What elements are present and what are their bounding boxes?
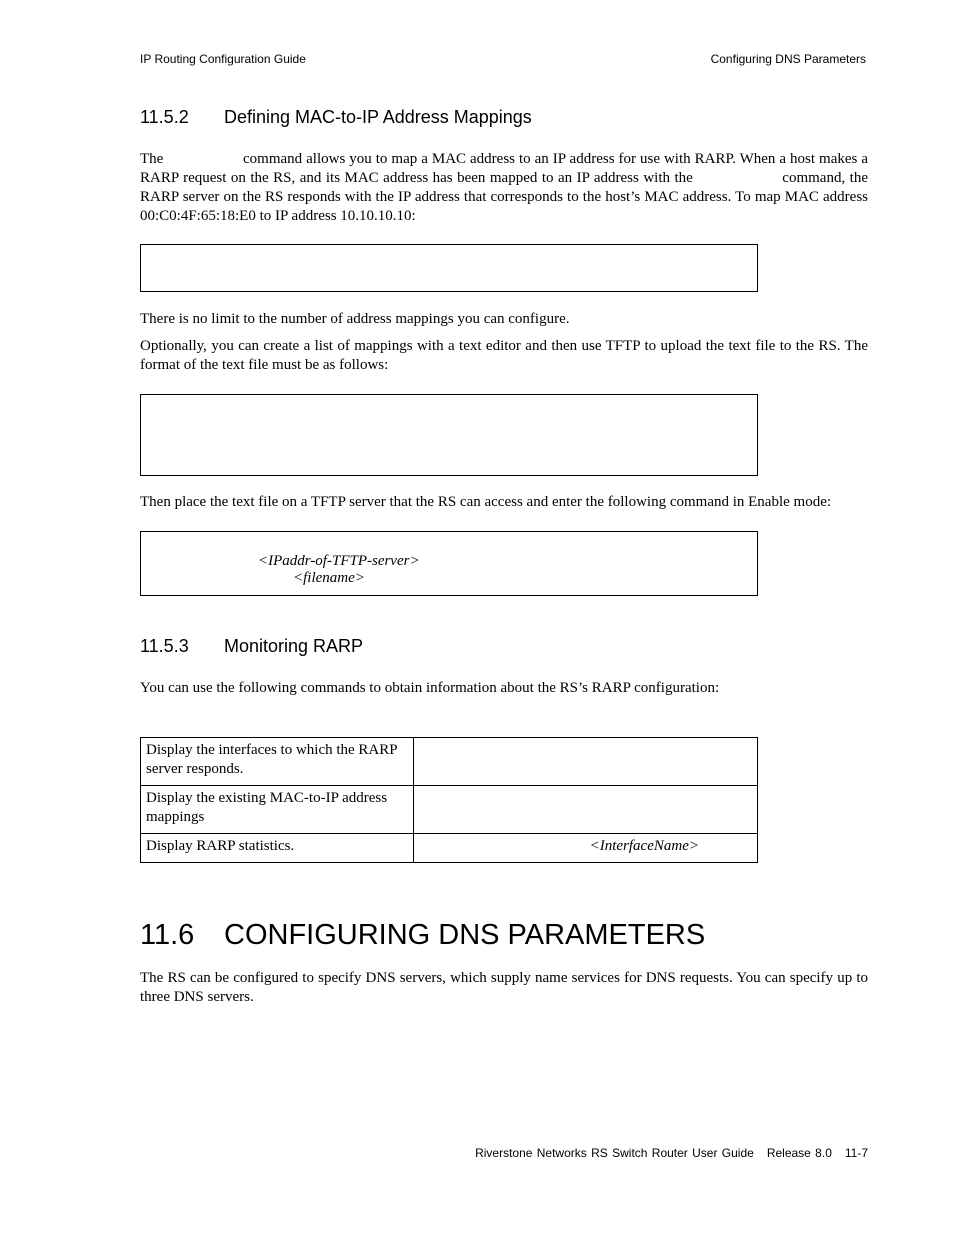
running-header-right: Configuring DNS Parameters bbox=[710, 52, 866, 66]
section-title: CONFIGURING DNS PARAMETERS bbox=[224, 919, 706, 951]
tftp-server-arg: <IPaddr-of-TFTP-server> bbox=[258, 553, 420, 569]
section-heading-11-5-3 bbox=[140, 636, 363, 657]
paragraph-no-limit: There is no limit to the number of address mappings you can configure. bbox=[140, 311, 570, 327]
paragraph-rarp-intro: You can use the following commands to obtain information about the RS’s RARP configuration: bbox=[140, 680, 720, 696]
table-row bbox=[141, 786, 758, 834]
section-title: Defining MAC-to-IP Address Mappings bbox=[224, 107, 532, 127]
code-box-tftp-command bbox=[140, 531, 758, 596]
rarp-commands-table bbox=[140, 737, 758, 863]
filename-arg: <filename> bbox=[293, 570, 365, 586]
table-cell-description: Display RARP statistics. bbox=[141, 834, 414, 863]
section-heading-11-6 bbox=[140, 919, 705, 952]
section-title: Monitoring RARP bbox=[224, 636, 364, 656]
section-number: 11.5.2 bbox=[140, 107, 189, 127]
code-box-mapping-command bbox=[140, 244, 758, 292]
section-number: 11.6 bbox=[140, 919, 195, 951]
table-cell-command: <InterfaceName> bbox=[414, 834, 758, 863]
table-cell-description: Display the existing MAC-to-IP address mappings bbox=[141, 786, 414, 834]
paragraph-tftp-command: Then place the text file on a TFTP server that the RS can access and enter the following command in Enable mode: bbox=[140, 494, 832, 510]
table-row bbox=[141, 834, 758, 863]
table-cell-description: Display the interfaces to which the RARP server responds. bbox=[141, 738, 414, 786]
running-header-left: IP Routing Configuration Guide bbox=[140, 52, 306, 66]
paragraph-dns-intro: The RS can be configured to specify DNS servers, which supply name services for DNS requests. You can specify up to three DNS servers. bbox=[140, 970, 868, 1005]
section-number: 11.5.3 bbox=[140, 636, 189, 656]
code-box-file-format bbox=[140, 394, 758, 476]
paragraph-text-file: Optionally, you can create a list of mappings with a text editor and then use TFTP to upload the text file to the RS. The format of the text file must be as follows: bbox=[140, 338, 868, 373]
page-footer: Riverstone Networks RS Switch Router User Guide Release 8.0 11-7 bbox=[475, 1146, 868, 1160]
paragraph-mac-ip-intro: The command allows you to map a MAC address to an IP address for use with RARP. When a host makes a RARP request on the RS, and its MAC address has been mapped to an IP address with the command, the RARP server on the RS responds with the IP address that corresponds to the host’s MAC address. To map MAC address 00:C0:4F:65:18:E0 to IP address 10.10.10.10: bbox=[140, 151, 872, 224]
table-cell-command bbox=[414, 738, 758, 786]
section-heading-11-5-2 bbox=[140, 107, 532, 128]
table-cell-command bbox=[414, 786, 758, 834]
table-row bbox=[141, 738, 758, 786]
